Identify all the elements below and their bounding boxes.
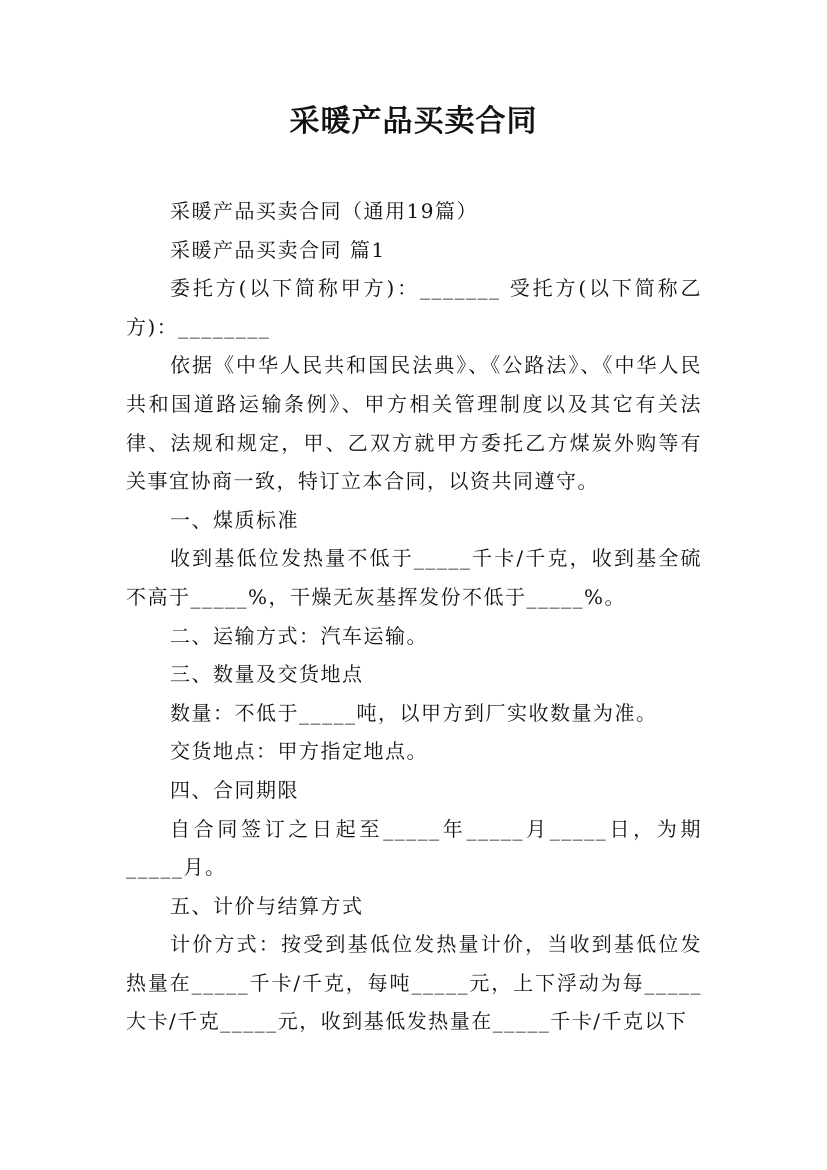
- paragraph-pricing: 计价方式：按受到基低位发热量计价，当收到基低位发热量在_____千卡/千克，每吨_____元，上下浮动为每_____大卡/千克_____元，收到基低发热量在_____千卡/千克以下: [126, 932, 702, 1034]
- paragraph-section-title: 采暖产品买卖合同 篇1: [170, 237, 386, 262]
- paragraph-quantity: 数量：不低于_____吨，以甲方到厂实收数量为准。: [170, 700, 658, 725]
- document-body: [126, 192, 702, 1041]
- paragraph-clause-4-title: 四、合同期限: [170, 777, 299, 802]
- paragraph-clause-3-title: 三、数量及交货地点: [170, 662, 364, 687]
- paragraph-basis: 依据《中华人民共和国民法典》、《公路法》、《中华人民共和国道路运输条例》、甲方相关管理制度以及其它有关法律、法规和规定，甲、乙双方就甲方委托乙方煤炭外购等有关事宜协商一致，特订立本合同，以资共同遵守。: [126, 353, 702, 494]
- paragraph-delivery: 交货地点：甲方指定地点。: [170, 739, 428, 764]
- document-title: 采暖产品买卖合同: [289, 104, 538, 139]
- paragraph-parties: 委托方(以下简称甲方)：_______ 受托方(以下简称乙方)：________: [126, 276, 702, 339]
- paragraph-clause-5-title: 五、计价与结算方式: [170, 893, 364, 918]
- paragraph-clause-2: 二、运输方式：汽车运输。: [170, 623, 428, 648]
- paragraph-clause-1-text: 收到基低位发热量不低于_____千卡/千克，收到基全硫不高于_____%，干燥无灰基挥发份不低于_____%。: [126, 546, 702, 609]
- paragraph-clause-1-title: 一、煤质标准: [170, 507, 299, 532]
- paragraph-heading: 采暖产品买卖合同（通用19篇）: [170, 199, 478, 223]
- paragraph-term: 自合同签订之日起至_____年_____月_____日，为期_____月。: [126, 816, 702, 880]
